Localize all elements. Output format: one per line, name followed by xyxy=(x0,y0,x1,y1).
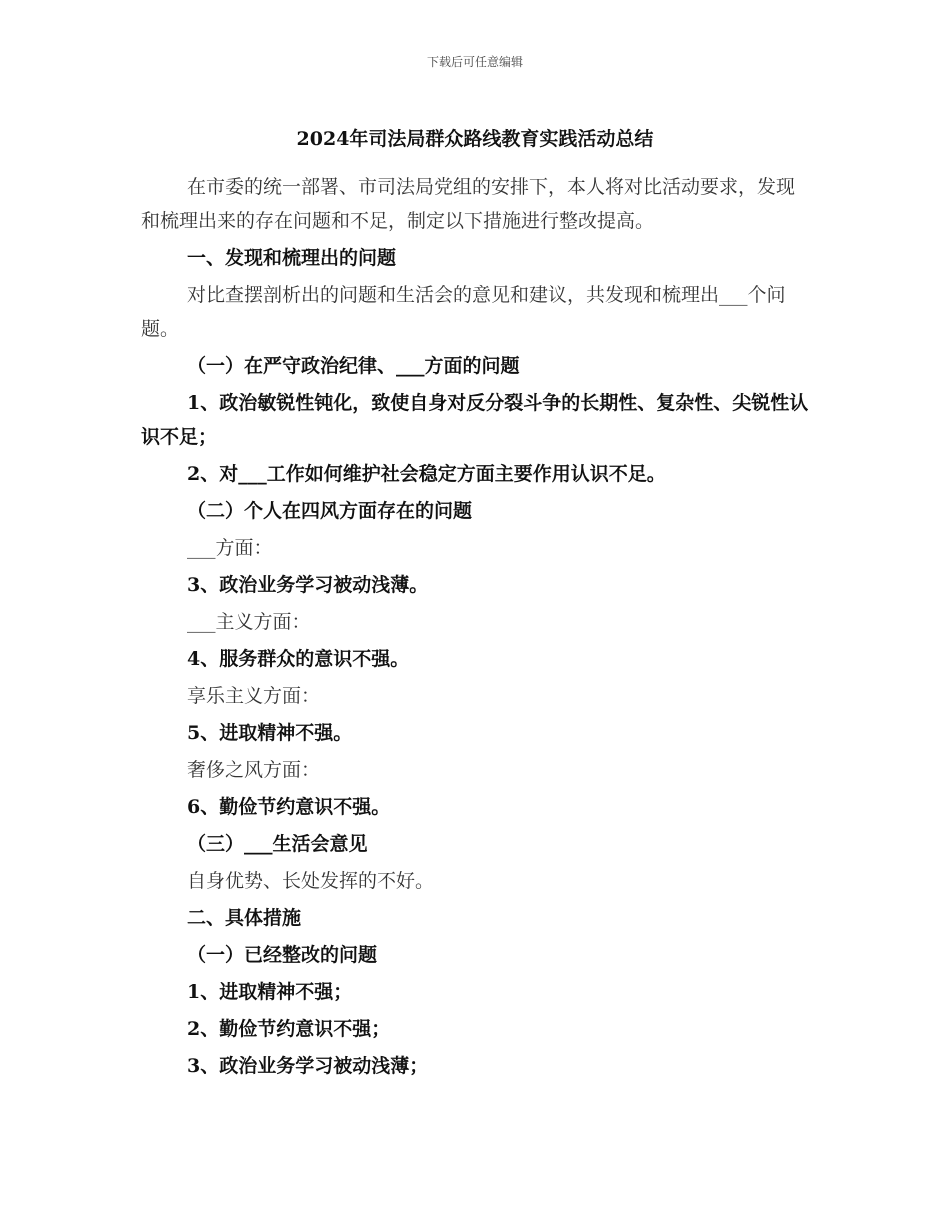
header-note: 下载后可任意编辑 xyxy=(426,55,523,69)
subsection-heading-four-winds: （二）个人在四风方面存在的问题 xyxy=(187,500,473,522)
problems-summary-paragraph: 对比查摆剖析出的问题和生活会的意见和建议，共发现和梳理出___个问题。 xyxy=(141,284,786,340)
rectified-item-1: 1、进取精神不强； xyxy=(187,981,353,1003)
problem-item-5: 5、进取精神不强。 xyxy=(187,722,353,744)
subsection-heading-meeting-opinions: （三）___生活会意见 xyxy=(187,833,368,855)
problem-item-2: 2、对___工作如何维护社会稳定方面主要作用认识不足。 xyxy=(187,463,666,485)
aspect-label-hedonism: 享乐主义方面： xyxy=(187,685,321,707)
subsection-heading-discipline: （一）在严守政治纪律、___方面的问题 xyxy=(187,355,520,377)
document-body xyxy=(141,170,813,1086)
subsection-heading-rectified: （一）已经整改的问题 xyxy=(187,944,378,966)
document-title: 2024年司法局群众路线教育实践活动总结 xyxy=(296,128,654,150)
problem-item-6: 6、勤俭节约意识不强。 xyxy=(187,796,391,818)
problem-item-4: 4、服务群众的意识不强。 xyxy=(187,648,410,670)
aspect-label-2: ___主义方面： xyxy=(187,611,311,633)
rectified-item-3: 3、政治业务学习被动浅薄； xyxy=(187,1055,429,1077)
section-heading-problems: 一、发现和梳理出的问题 xyxy=(187,247,397,269)
section-heading-measures: 二、具体措施 xyxy=(187,907,302,929)
aspect-label-1: ___方面： xyxy=(187,537,273,559)
rectified-item-2: 2、勤俭节约意识不强； xyxy=(187,1018,391,1040)
problem-item-3: 3、政治业务学习被动浅薄。 xyxy=(187,574,429,596)
meeting-opinion-text: 自身优势、长处发挥的不好。 xyxy=(187,870,435,892)
problem-item-1: 1、政治敏锐性钝化，致使自身对反分裂斗争的长期性、复杂性、尖锐性认识不足； xyxy=(141,392,809,448)
aspect-label-extravagance: 奢侈之风方面： xyxy=(187,759,321,781)
intro-paragraph: 在市委的统一部署、市司法局党组的安排下，本人将对比活动要求，发现和梳理出来的存在问题和不足，制定以下措施进行整改提高。 xyxy=(141,176,796,232)
